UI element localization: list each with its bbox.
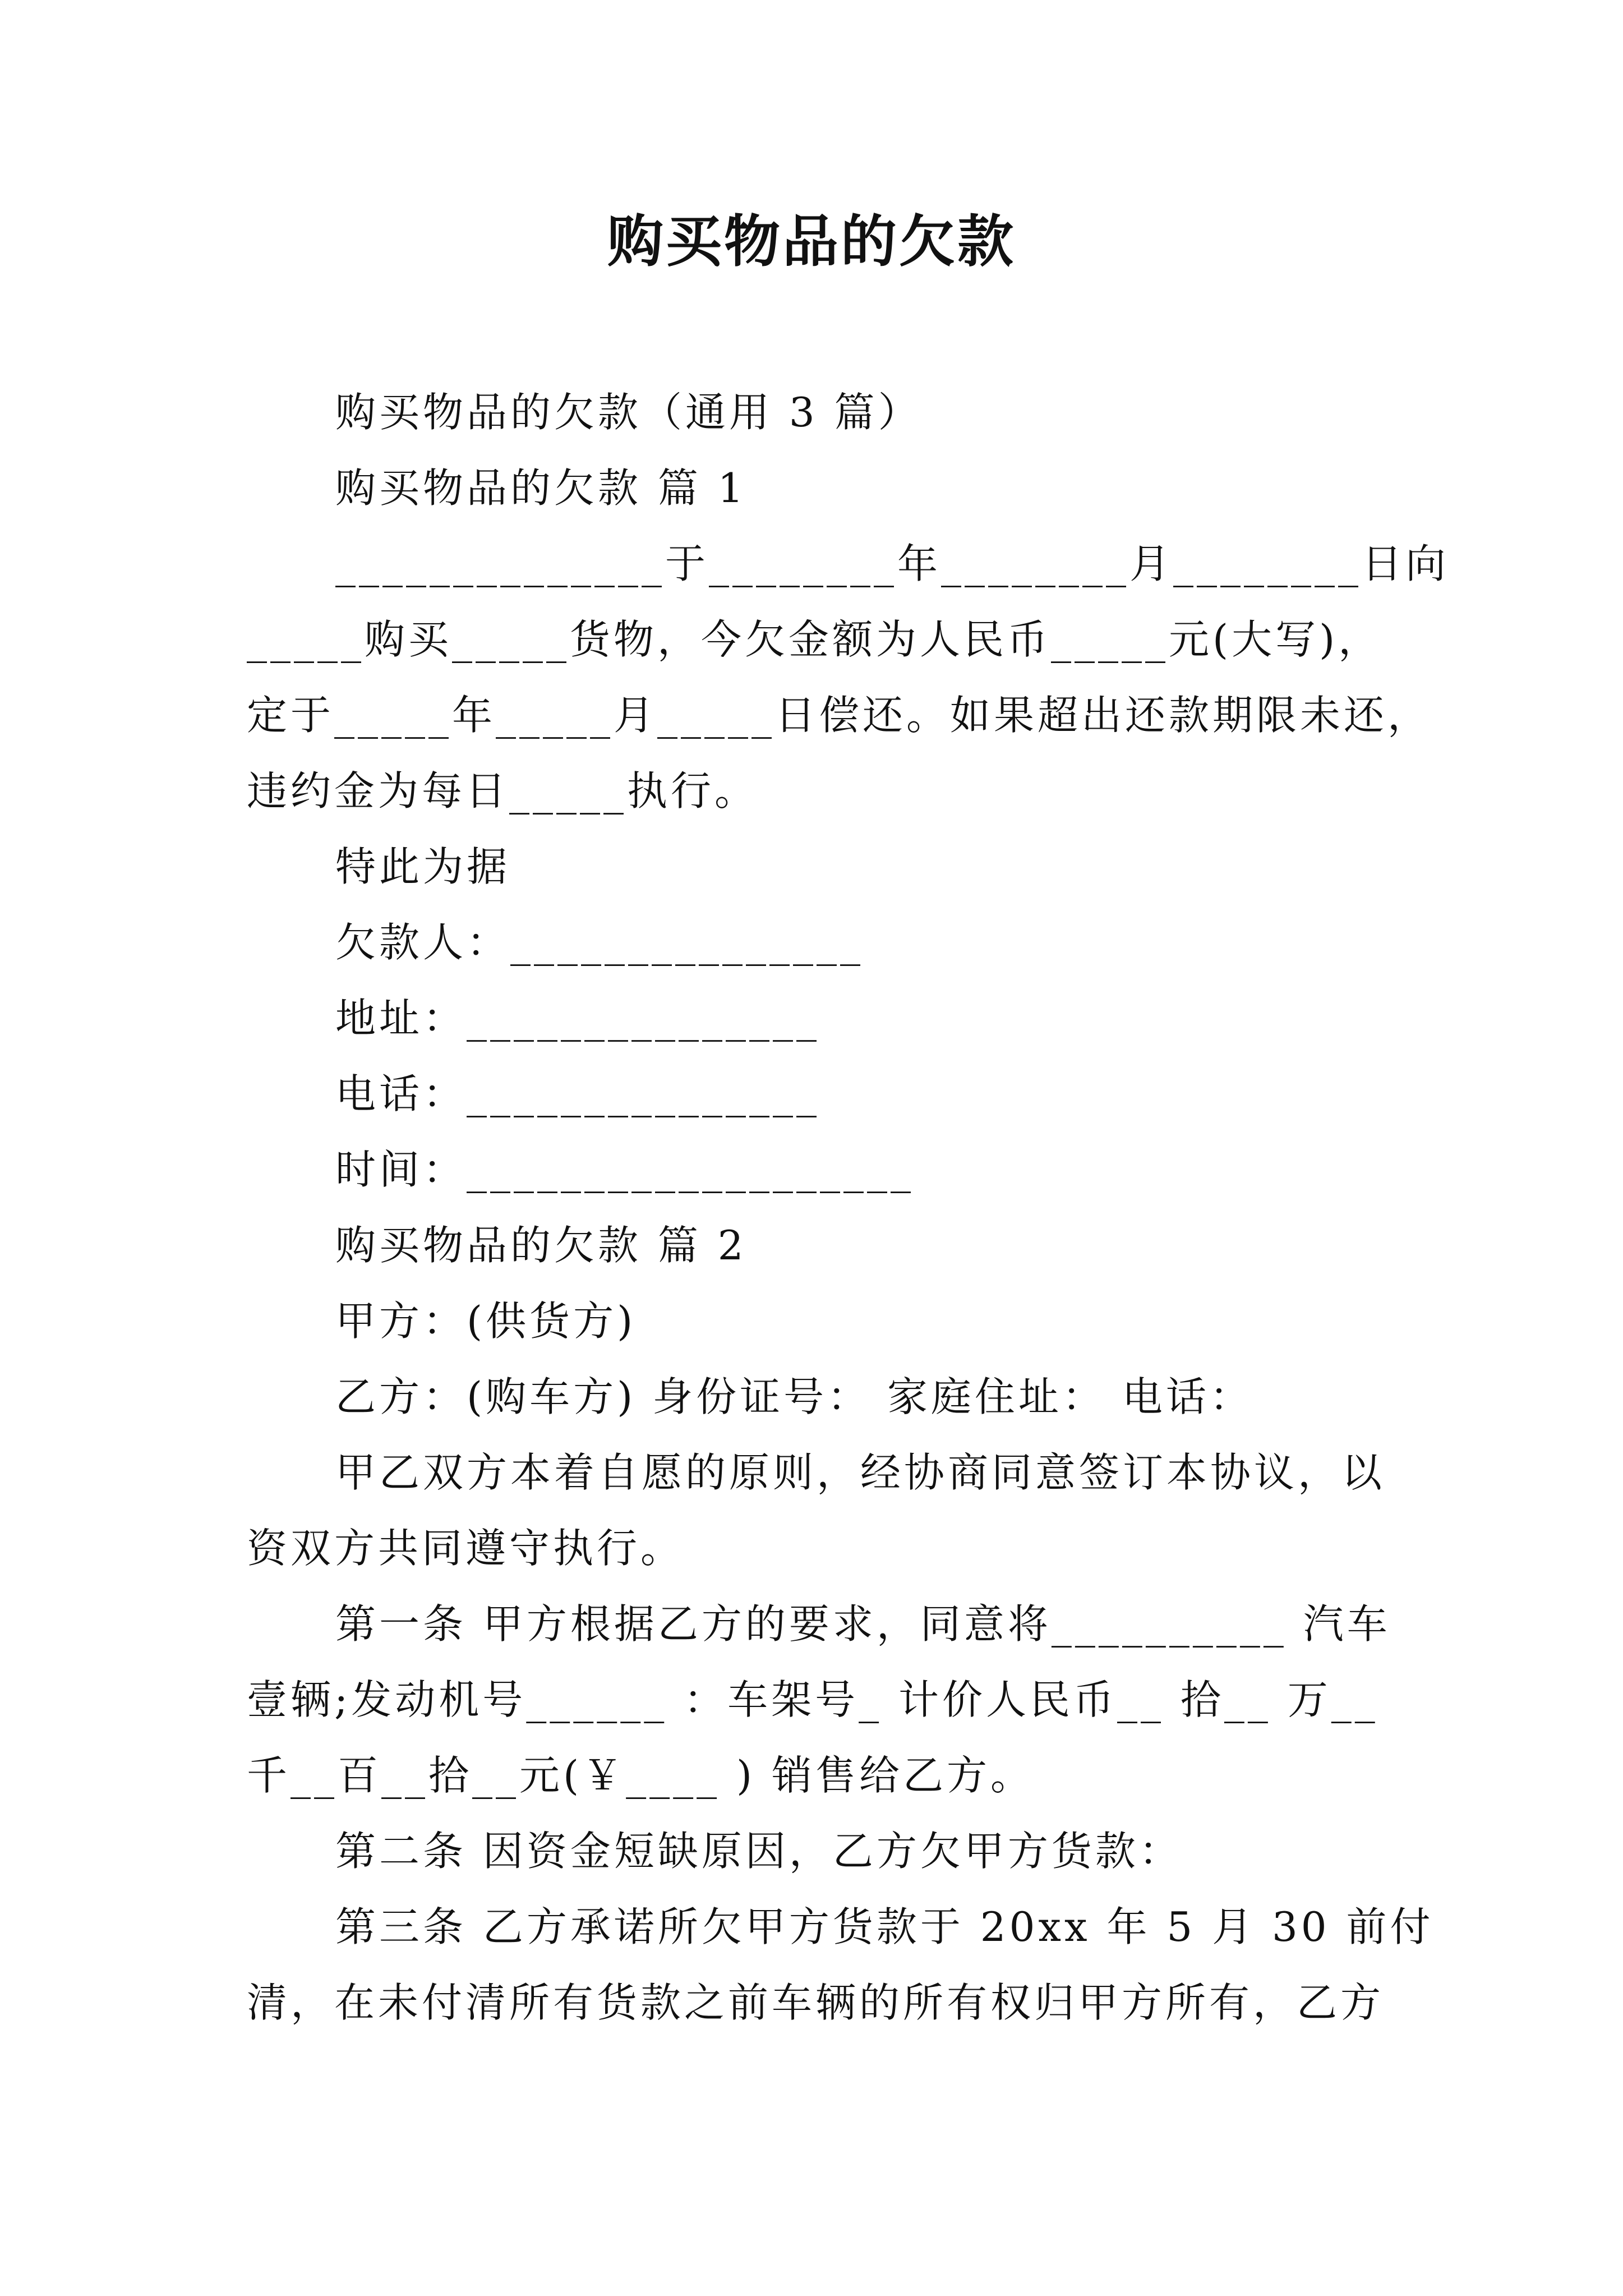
subtitle-general: 购买物品的欠款（通用 3 篇） [335, 389, 922, 436]
section-heading-2: 购买物品的欠款 篇 2 [335, 1222, 747, 1269]
paragraph-line: 甲乙双方本着自愿的原则，经协商同意签订本协议，以 [335, 1449, 1386, 1496]
paragraph-line: 千__百__拾__元(￥____ ) 销售给乙方。 [247, 1752, 1034, 1799]
section-heading-1: 购买物品的欠款 篇 1 [335, 464, 747, 512]
time-field: 时间：___________________ [335, 1146, 915, 1193]
debtor-field: 欠款人：_______________ [335, 919, 864, 966]
paragraph-line: 清，在未付清所有货款之前车辆的所有权归甲方所有，乙方 [247, 1979, 1385, 2026]
paragraph-line: 定于_____年_____月_____日偿还。如果超出还款期限未还， [247, 692, 1432, 739]
document-title: 购买物品的欠款 [607, 208, 1016, 274]
paragraph-line: 资双方共同遵守执行。 [247, 1525, 685, 1572]
paragraph-line: ______________于________年________月________日向 [335, 540, 1449, 587]
closing-phrase: 特此为据 [335, 843, 511, 890]
paragraph-line: 壹辆;发动机号______ ：车架号_ 计价人民币__ 拾__ 万__ [247, 1676, 1378, 1723]
paragraph-line: _____购买_____货物，今欠金额为人民币_____元(大写)， [247, 616, 1382, 663]
article-3-line: 第三条 乙方承诺所欠甲方货款于 20xx 年 5 月 30 前付 [335, 1903, 1434, 1950]
address-field: 地址：_______________ [335, 995, 820, 1042]
paragraph-line: 违约金为每日_____执行。 [247, 767, 759, 815]
party-b-line: 乙方：(购车方) 身份证号： 家庭住址： 电话： [335, 1373, 1253, 1420]
phone-field: 电话：_______________ [335, 1070, 820, 1117]
article-1-line: 第一条 甲方根据乙方的要求，同意将__________ 汽车 [335, 1600, 1391, 1648]
party-a-line: 甲方：(供货方) [335, 1297, 637, 1345]
article-2-line: 第二条 因资金短缺原因，乙方欠甲方货款： [335, 1828, 1183, 1875]
